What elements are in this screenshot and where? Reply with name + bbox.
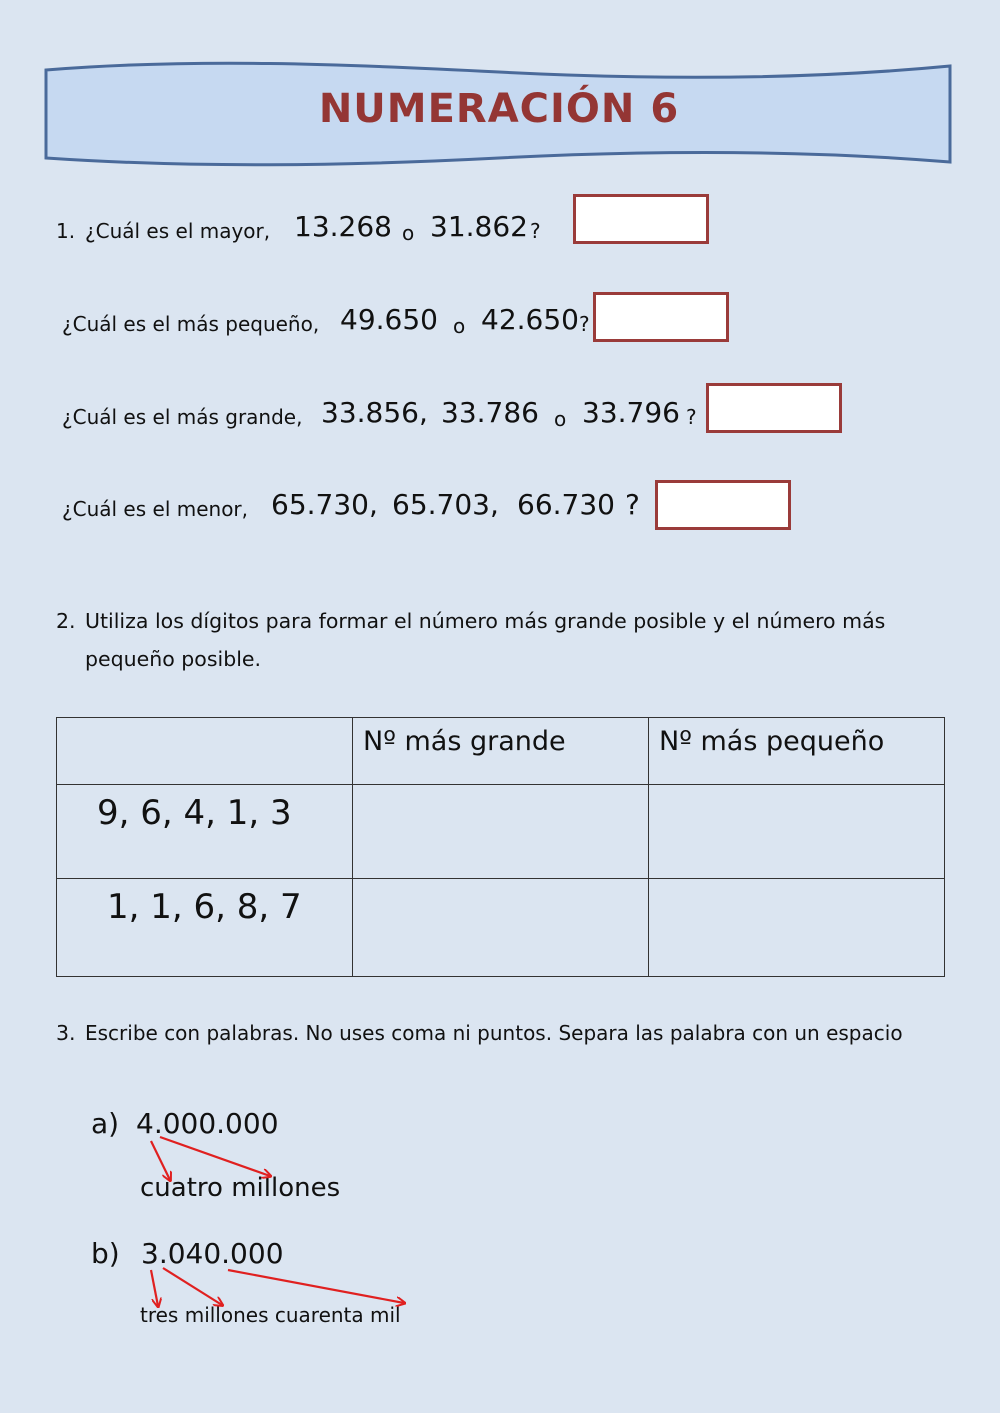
number-option: 65.730, bbox=[271, 488, 378, 521]
item-words-b: tres millones cuarenta mil bbox=[140, 1303, 401, 1327]
question-mark: ? bbox=[579, 312, 590, 336]
question-number: 3. bbox=[56, 1021, 76, 1045]
header-cell-largest: Nº más grande bbox=[353, 718, 649, 785]
question-text: ¿Cuál es el más pequeño, bbox=[62, 312, 320, 336]
item-number-a: 4.000.000 bbox=[136, 1107, 279, 1140]
number-option: 13.268 bbox=[294, 210, 392, 243]
question-text: ¿Cuál es el mayor, bbox=[85, 219, 271, 243]
conjunction: o bbox=[453, 314, 466, 338]
arrow-b-1 bbox=[151, 1270, 158, 1306]
question-mark: ? bbox=[625, 488, 640, 521]
item-label-a: a) bbox=[91, 1107, 120, 1140]
arrow-a-2 bbox=[160, 1137, 270, 1176]
question-mark: ? bbox=[530, 219, 541, 243]
instruction-line-1: Utiliza los dígitos para formar el número más grande posible y el número más bbox=[85, 609, 886, 633]
arrow-b-2 bbox=[163, 1268, 222, 1305]
number-option: 33.796 bbox=[582, 396, 680, 429]
arrow-a-1 bbox=[151, 1141, 170, 1180]
number-option: 65.703, bbox=[392, 488, 499, 521]
number-option: 42.650 bbox=[481, 303, 579, 336]
question-text: ¿Cuál es el menor, bbox=[62, 497, 249, 521]
digits-cell: 9, 6, 4, 1, 3 bbox=[57, 785, 353, 879]
number-option: 49.650 bbox=[340, 303, 438, 336]
arrow-b-3 bbox=[228, 1270, 404, 1303]
item-words-a: cuatro millones bbox=[140, 1173, 341, 1203]
instruction-line-2: pequeño posible. bbox=[85, 647, 262, 671]
number-option: 33.786 bbox=[441, 396, 539, 429]
question-number: 1. bbox=[56, 219, 76, 243]
question-mark: ? bbox=[686, 405, 697, 429]
conjunction: o bbox=[554, 407, 567, 431]
number-option: 31.862 bbox=[430, 210, 528, 243]
question-number: 2. bbox=[56, 609, 76, 633]
page-title: NUMERACIÓN 6 bbox=[318, 86, 680, 132]
conjunction: o bbox=[402, 221, 415, 245]
number-option: 66.730 bbox=[517, 488, 615, 521]
item-number-b: 3.040.000 bbox=[141, 1237, 284, 1270]
number-option: 33.856, bbox=[321, 396, 428, 429]
question-text: ¿Cuál es el más grande, bbox=[62, 405, 303, 429]
digits-cell: 1, 1, 6, 8, 7 bbox=[57, 879, 353, 977]
instruction: Escribe con palabras. No uses coma ni puntos. Separa las palabra con un espacio bbox=[85, 1021, 903, 1045]
header-cell-smallest: Nº más pequeño bbox=[649, 718, 945, 785]
item-label-b: b) bbox=[91, 1237, 120, 1270]
